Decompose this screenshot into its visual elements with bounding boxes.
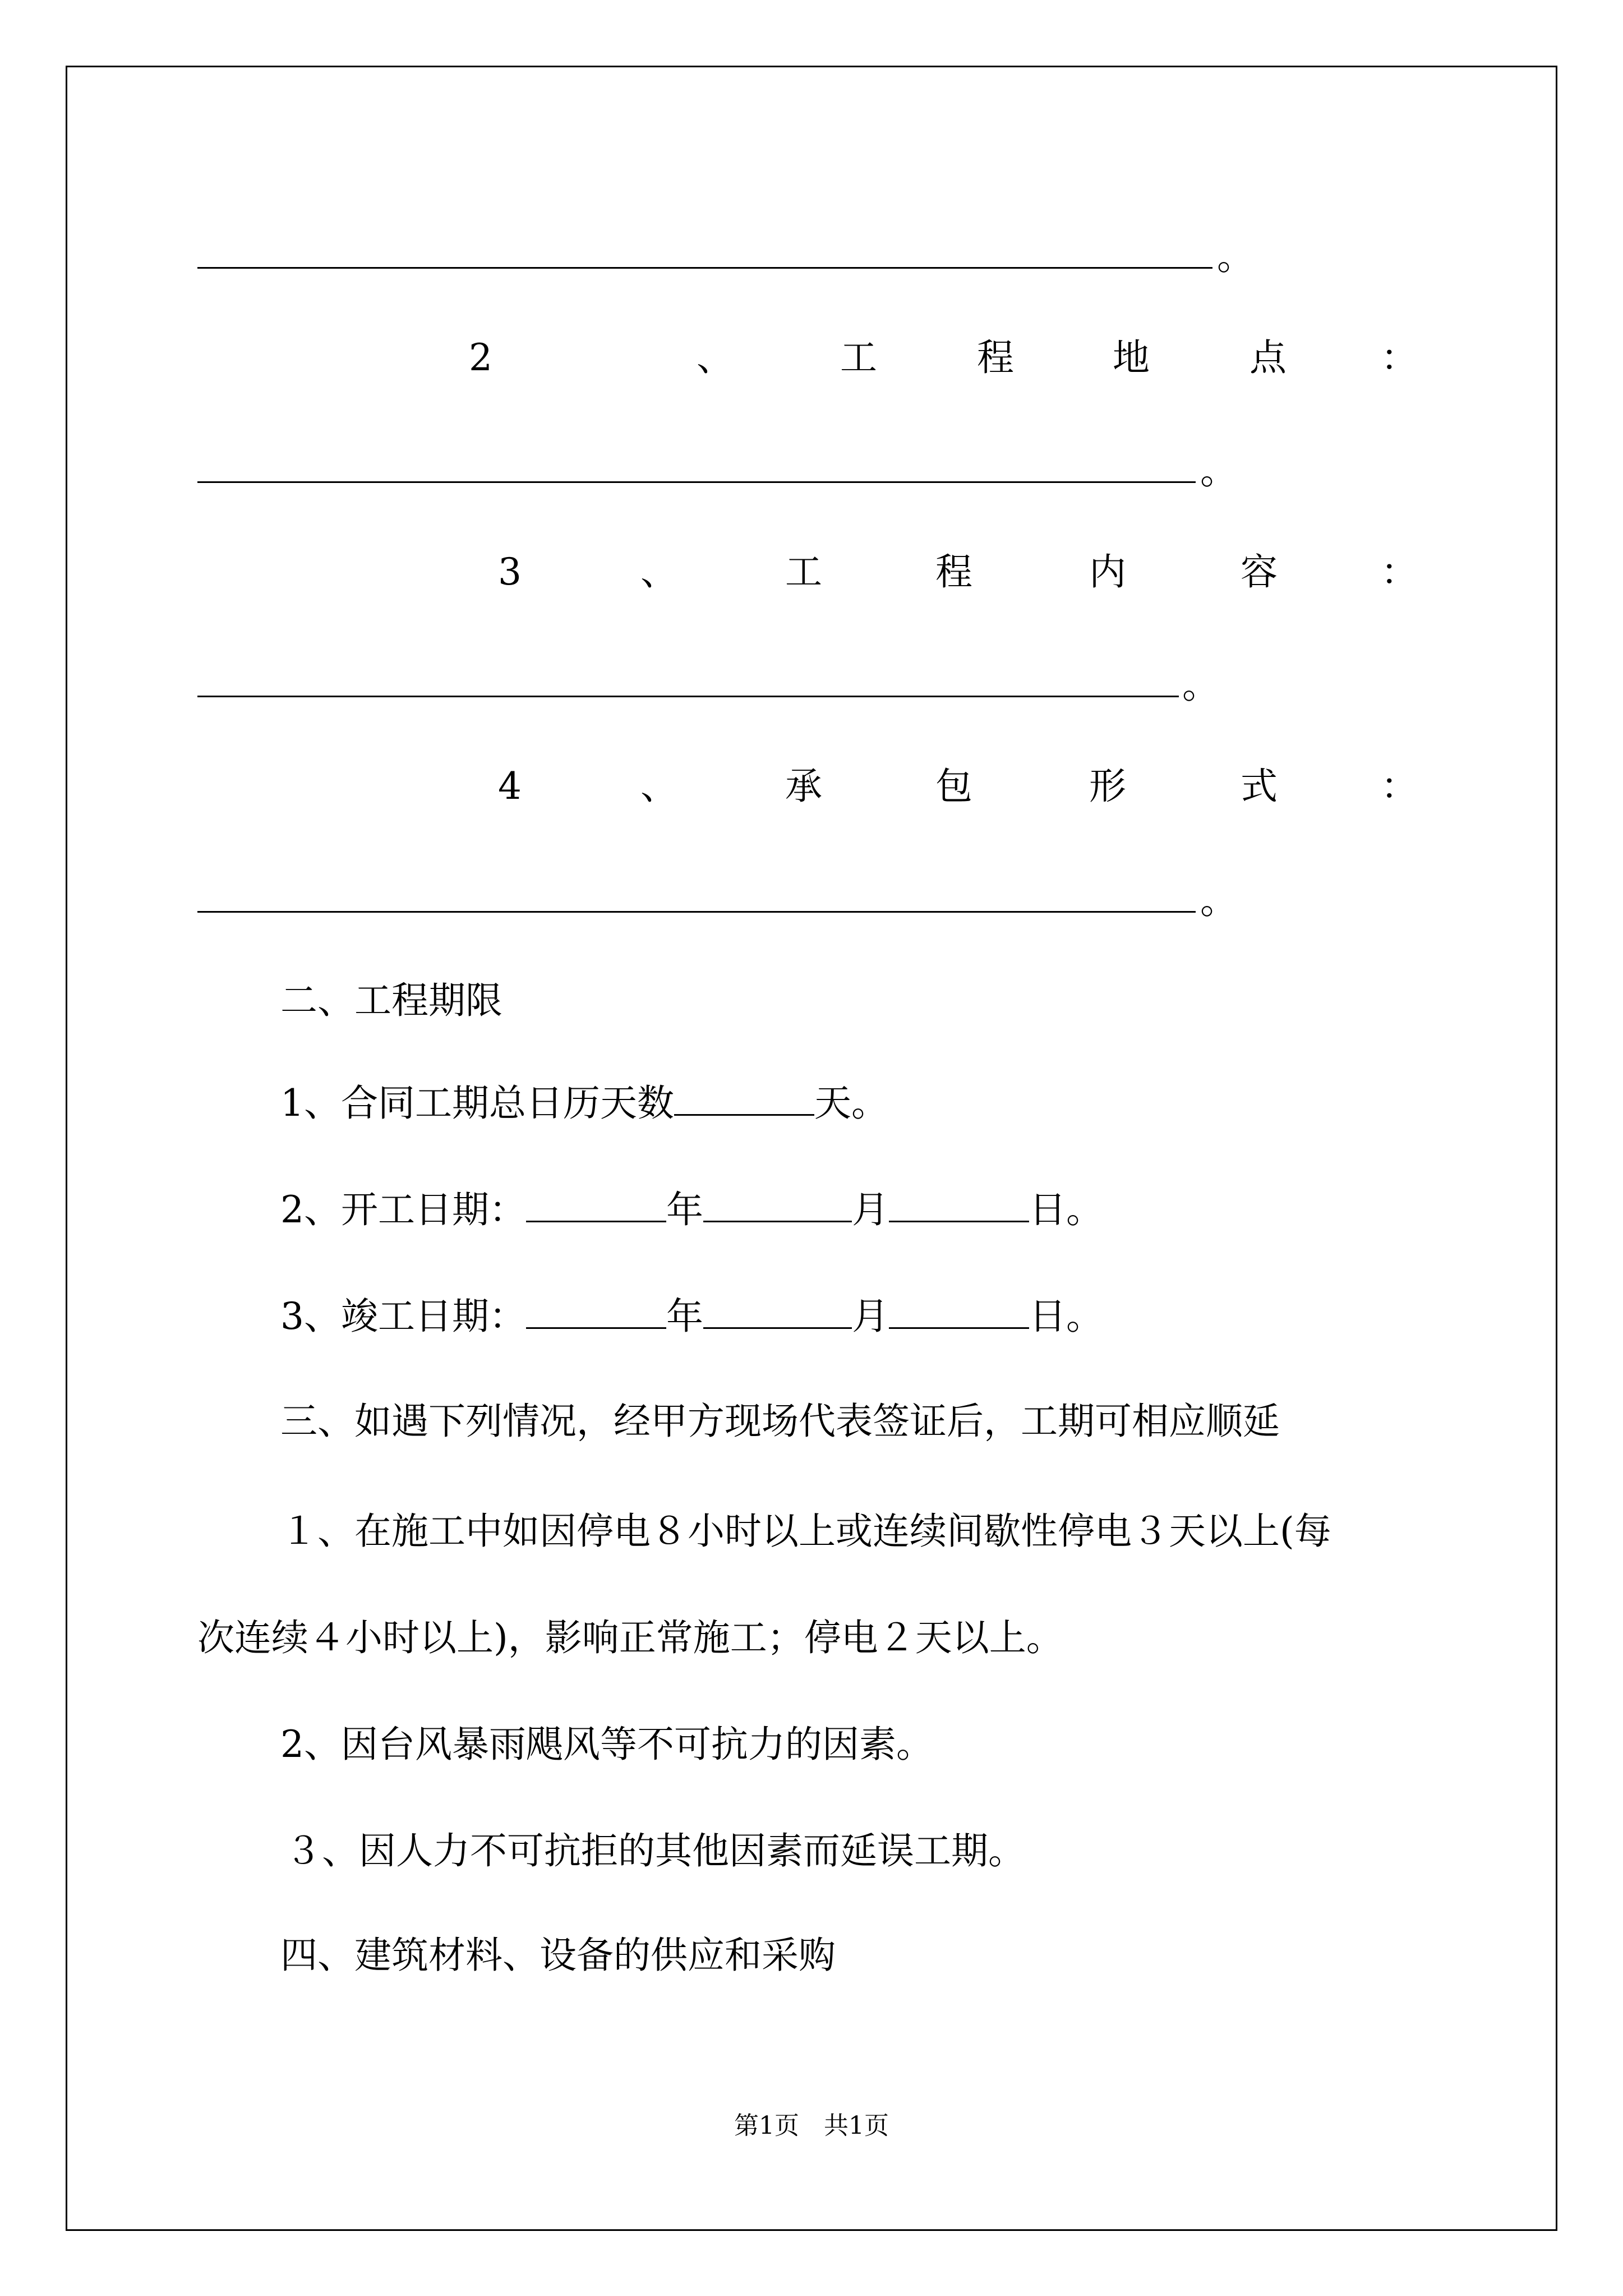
s3-item-2: 2、因台风暴雨飓风等不可抗力的因素。 xyxy=(280,1723,933,1766)
item-4-char-0: 4 xyxy=(498,765,522,808)
item-3-heading xyxy=(197,550,1418,595)
item-4-char-2: 承 xyxy=(785,765,822,808)
item-2-heading xyxy=(197,335,1418,380)
item-2-char-5: 点 xyxy=(1249,336,1287,379)
item-4-char-5: 式 xyxy=(1241,765,1278,808)
item-3-char-5: 容 xyxy=(1241,550,1278,593)
s2-item-3 xyxy=(280,1294,1103,1339)
page-number-footer: 第1页 共1页 xyxy=(734,2111,889,2140)
item-3-char-3: 程 xyxy=(935,550,972,593)
item-2-char-2: 工 xyxy=(840,336,877,379)
s2-item-2 xyxy=(280,1187,1103,1232)
item-4-char-4: 形 xyxy=(1089,765,1126,808)
s2-item-1-suffix: 天。 xyxy=(814,1082,888,1125)
blank-line-3 xyxy=(197,696,1179,697)
end-month-blank xyxy=(703,1294,852,1329)
item-2-char-1: 、 xyxy=(697,336,734,379)
start-year-blank xyxy=(526,1187,666,1222)
item-3-char-6: ： xyxy=(1381,550,1418,593)
s2-item-1-prefix: 1、合同工期总日历天数 xyxy=(280,1082,674,1125)
end-year-blank xyxy=(526,1294,666,1329)
end-day-label: 日。 xyxy=(1029,1295,1103,1338)
item-4-heading xyxy=(197,764,1418,809)
s2-item-1 xyxy=(280,1080,888,1126)
s2-item-3-prefix: 3、竣工日期： xyxy=(280,1295,526,1338)
item-2-char-4: 地 xyxy=(1113,336,1150,379)
start-month-blank xyxy=(703,1187,852,1222)
start-year-label: 年 xyxy=(666,1188,703,1231)
period-1: 。 xyxy=(1217,235,1254,278)
end-day-blank xyxy=(889,1294,1029,1329)
item-4-char-1: 、 xyxy=(640,765,677,808)
blank-line-2 xyxy=(197,481,1196,483)
start-month-label: 月 xyxy=(852,1188,889,1231)
section-4-title: 四、建筑材料、设备的供应和采购 xyxy=(280,1934,836,1977)
end-month-label: 月 xyxy=(852,1295,889,1338)
section-3-title: 三、如遇下列情况，经甲方现场代表签证后，工期可相应顺延 xyxy=(280,1400,1280,1443)
item-4-char-6: ： xyxy=(1381,765,1418,808)
end-year-label: 年 xyxy=(666,1295,703,1338)
item-3-char-0: 3 xyxy=(498,550,522,593)
blank-line-1 xyxy=(197,267,1212,269)
start-day-blank xyxy=(889,1187,1029,1222)
item-3-char-2: 工 xyxy=(785,550,822,593)
page-border xyxy=(66,66,1557,2231)
section-2-title: 二、工程期限 xyxy=(280,979,502,1022)
period-4: 。 xyxy=(1200,879,1237,922)
blank-line-4 xyxy=(197,911,1196,913)
item-3-char-4: 内 xyxy=(1089,550,1126,593)
s3-item-1-line-2: 次连续４小时以上)，影响正常施工；停电２天以上。 xyxy=(197,1616,1063,1659)
s3-item-3: ３、因人力不可抗拒的其他因素而延误工期。 xyxy=(285,1829,1025,1872)
item-3-char-1: 、 xyxy=(640,550,677,593)
item-2-char-0: 2 xyxy=(469,336,492,379)
item-4-char-3: 包 xyxy=(935,765,972,808)
item-2-char-3: 程 xyxy=(977,336,1014,379)
period-3: 。 xyxy=(1182,664,1219,707)
item-2-char-6: ： xyxy=(1381,336,1418,379)
s2-item-2-prefix: 2、开工日期： xyxy=(280,1188,526,1231)
days-blank xyxy=(674,1080,814,1116)
start-day-label: 日。 xyxy=(1029,1188,1103,1231)
s3-item-1-line-1: １、在施工中如因停电８小时以上或连续间歇性停电３天以上(每 xyxy=(280,1510,1331,1553)
period-2: 。 xyxy=(1200,449,1237,493)
